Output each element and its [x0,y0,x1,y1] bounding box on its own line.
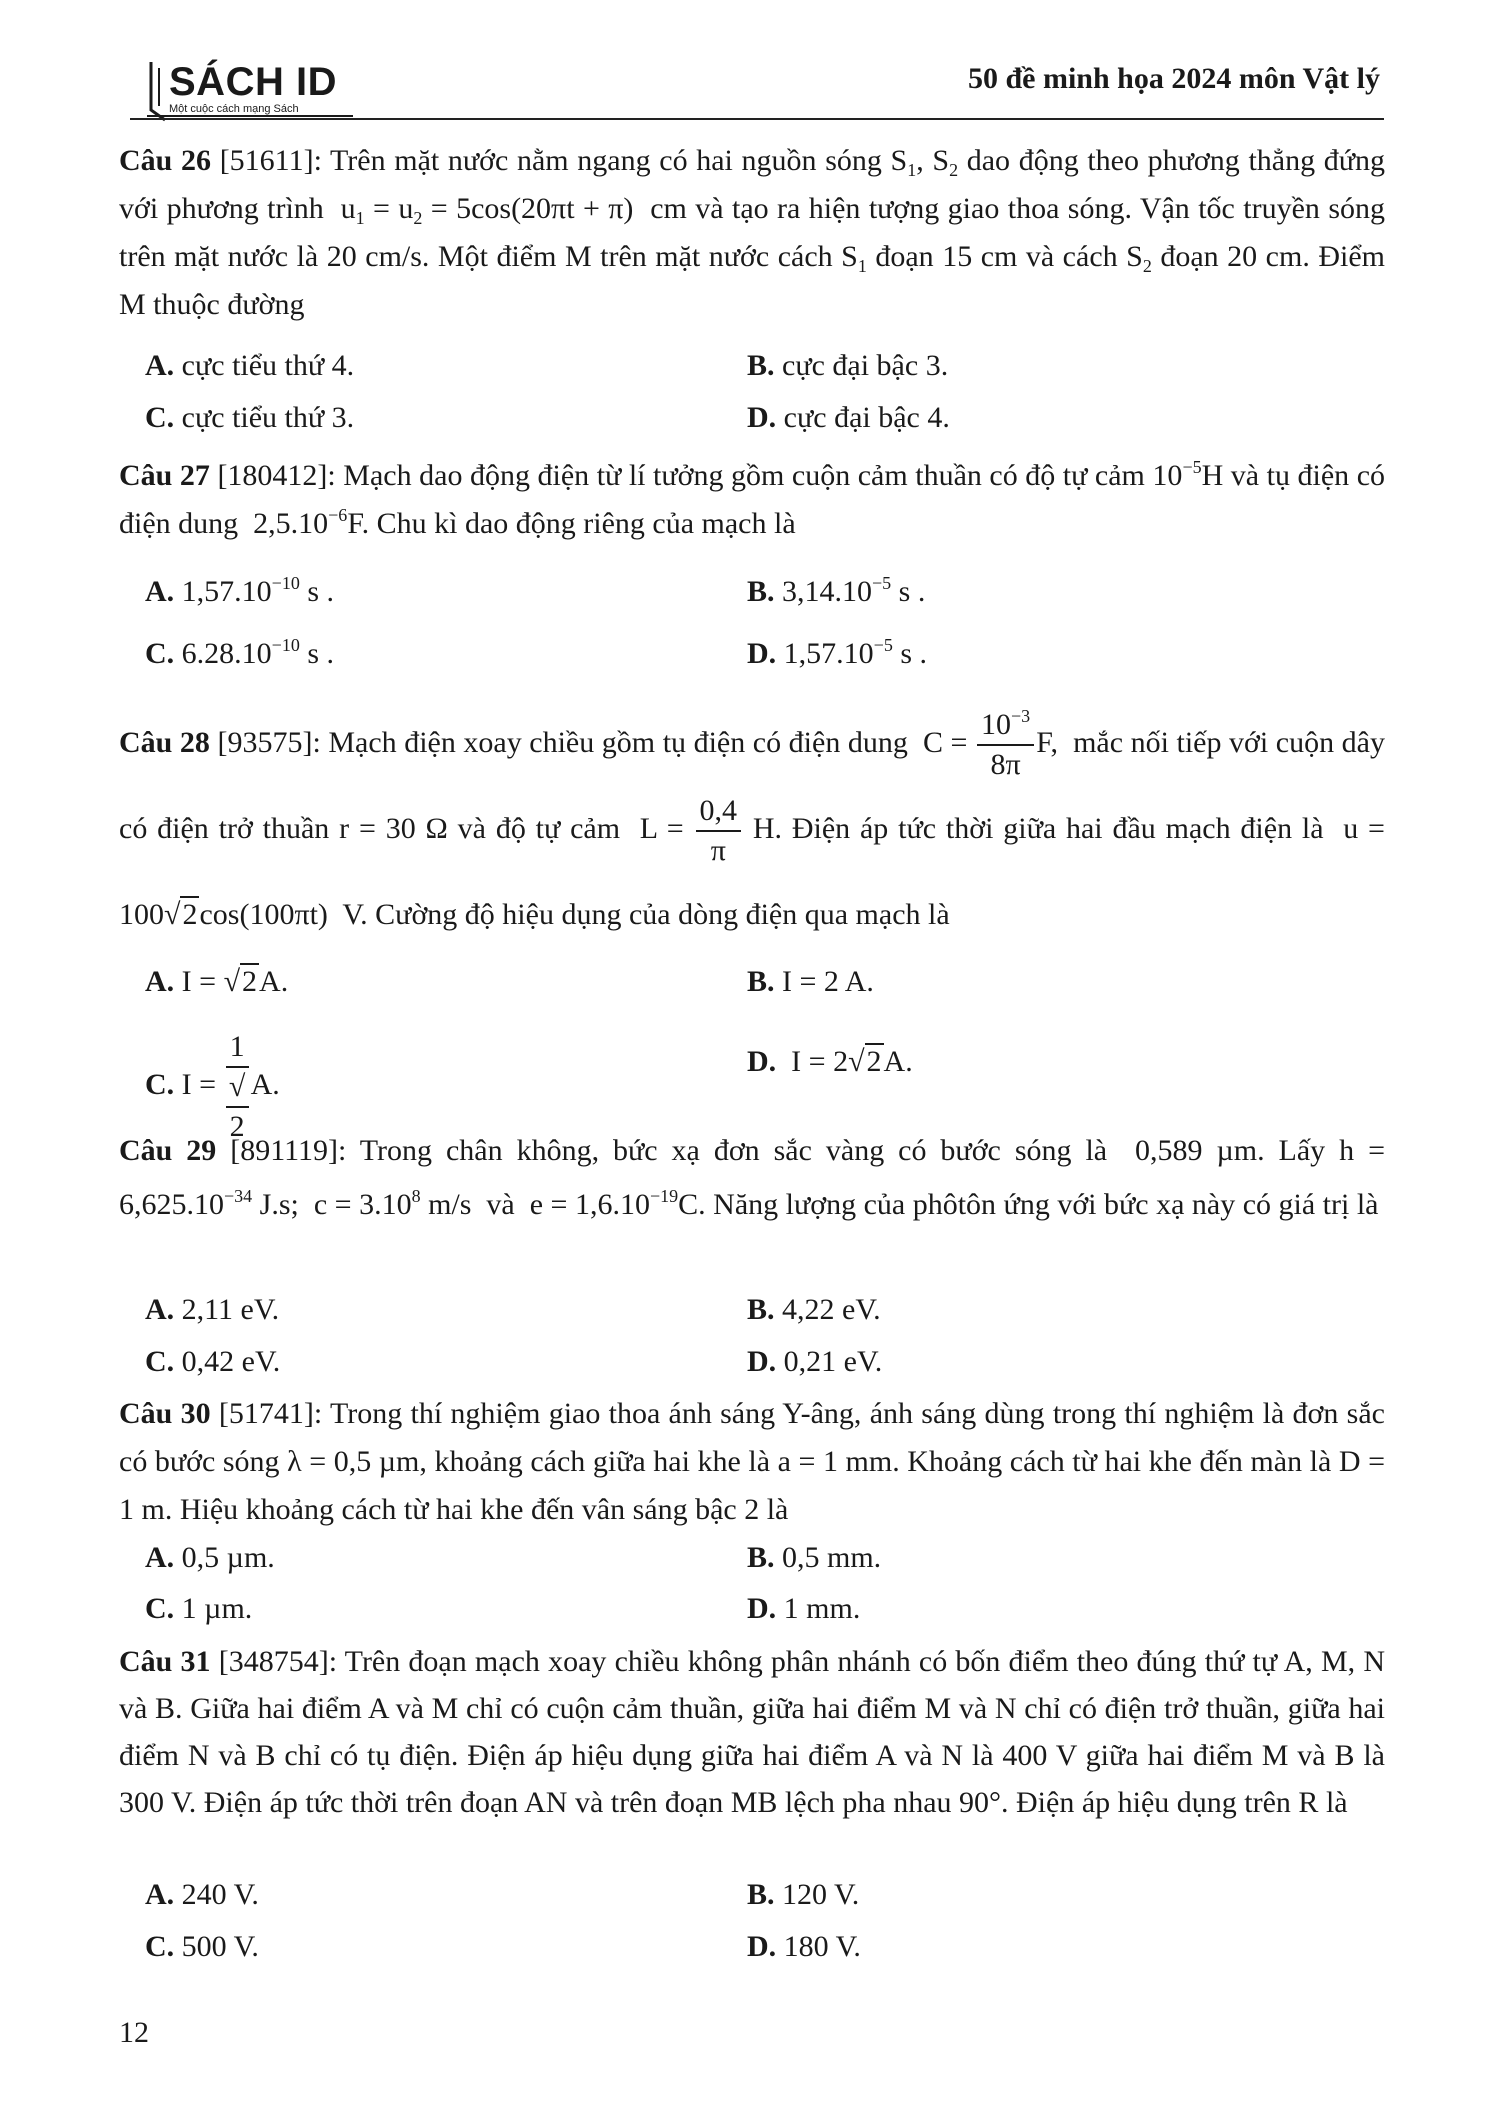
question-31: Câu 31 [348754]: Trên đoạn mạch xoay chiều không phân nhánh có bốn điểm theo đúng thứ tự A, M, N và B. Giữa hai điểm A và M chỉ có cuộn cảm thuần, giữa hai điểm M và N chỉ có điện trở thuần, giữa hai điểm N và B chỉ có tụ điện. Điện áp hiệu dụng giữa hai điểm A và N là 400 V giữa hai điểm M và B là 300 V. Điện áp tức thời trên đoạn AN và trên đoạn MB lệch pha nhau 90°. Điện áp hiệu dụng trên R là [119,1645,1385,1819]
question-28: Câu 28 [93575]: Mạch điện xoay chiều gồm tụ điện có điện dung C = $\frac{10^{-3}}{8\pi}$ F, mắc nối tiếp với cuộn dây có điện trở thuần r = 30 Ω và độ tự cảm L = $\frac{0,4}{\pi}$ H. Điện áp tức thời giữa hai đầu mạch điện là u = 100√2cos(100πt) V. Cường độ hiệu dụng của dòng điện qua mạch là [119,706,1385,931]
q28-option-a: A. I = √2A. [145,965,289,998]
q27-option-a: A. $1,57.10^{-10}$ s . [145,573,335,608]
q28-option-b: B. I = 2 A. [747,965,874,998]
question-27: Câu 27 [180412]: Mạch dao động điện từ lí tưởng gồm cuộn cảm thuần có độ tự cảm $10^{-5}H$ và tụ điện có điện dung $2,5.10^{-6}F$. Chu kì dao động riêng của mạch là [119,457,1386,540]
q31-option-d: D. 180 V. [747,1930,861,1963]
q30-option-a: A. 0,5 µm. [145,1541,275,1574]
q29-option-d: D. 0,21 eV. [747,1345,883,1378]
q30-option-b: B. 0,5 mm. [747,1541,882,1574]
q27-option-d: D. $1,57.10^{-5}$ s . [747,635,928,670]
q28-option-c: C. I = 1 √ 2 A. [145,1028,280,1146]
q27-option-b: B. $3,14.10^{-5}$ s . [747,573,926,608]
logo-text: SÁCH ID [169,60,337,104]
question-30: Câu 30 [51741]: Trong thí nghiệm giao thoa ánh sáng Y-âng, ánh sáng dùng trong thí nghiệm là đơn sắc có bước sóng λ = 0,5 µm, khoảng cách giữa hai khe là a = 1 mm. Khoảng cách từ hai khe đến màn là D = 1 m. Hiệu khoảng cách từ hai khe đến vân sáng bậc 2 là [119,1397,1385,1526]
page-number: 12 [119,2016,149,2049]
header-divider [130,118,1384,120]
q26-option-c: C. cực tiểu thứ 3. [145,401,355,434]
q29-option-b: B. 4,22 eV. [747,1293,881,1326]
q29-option-a: A. 2,11 eV. [145,1293,280,1326]
q29-option-c: C. 0,42 eV. [145,1345,281,1378]
book-title: 50 đề minh họa 2024 môn Vật lý [967,62,1380,95]
q30-option-d: D. 1 mm. [747,1592,861,1625]
logo-tagline: Một cuộc cách mạng Sách [169,103,299,115]
q31-option-a: A. 240 V. [145,1878,259,1911]
q26-option-d: D. cực đại bậc 4. [747,401,950,434]
q31-option-b: B. 120 V. [747,1878,860,1911]
q28-option-d: D. I = 2√2A. [747,1045,913,1078]
question-29: Câu 29 [891119]: Trong chân không, bức xạ đơn sắc vàng có bước sóng là 0,589 µm. Lấy $h = 6,625.10^{-34}$ J.s; $c = 3.10^8$ m/s và $e = 1,6.10^{-19}C$. Năng lượng của phôtôn ứng với bức xạ này có giá trị là [119,1134,1385,1221]
question-26: Câu 26 [51611]: Trên mặt nước nằm ngang có hai nguồn sóng $S_1$, $S_2$ dao động theo phương thẳng đứng với phương trình $u_1 = u_2 = 5\cos(20\pi t + \pi)$ cm và tạo ra hiện tượng giao thoa sóng. Vận tốc truyền sóng trên mặt nước là 20 cm/s. Một điểm M trên mặt nước cách $S_1$ đoạn 15 cm và cách $S_2$ đoạn 20 cm. Điểm M thuộc đường [119,144,1386,321]
q26-option-b: B. cực đại bậc 3. [747,349,949,382]
q31-option-c: C. 500 V. [145,1930,259,1963]
q26-option-a: A. cực tiểu thứ 4. [145,349,355,382]
q27-option-c: C. $6.28.10^{-10}$ s . [145,635,335,670]
q30-option-c: C. 1 µm. [145,1592,253,1625]
